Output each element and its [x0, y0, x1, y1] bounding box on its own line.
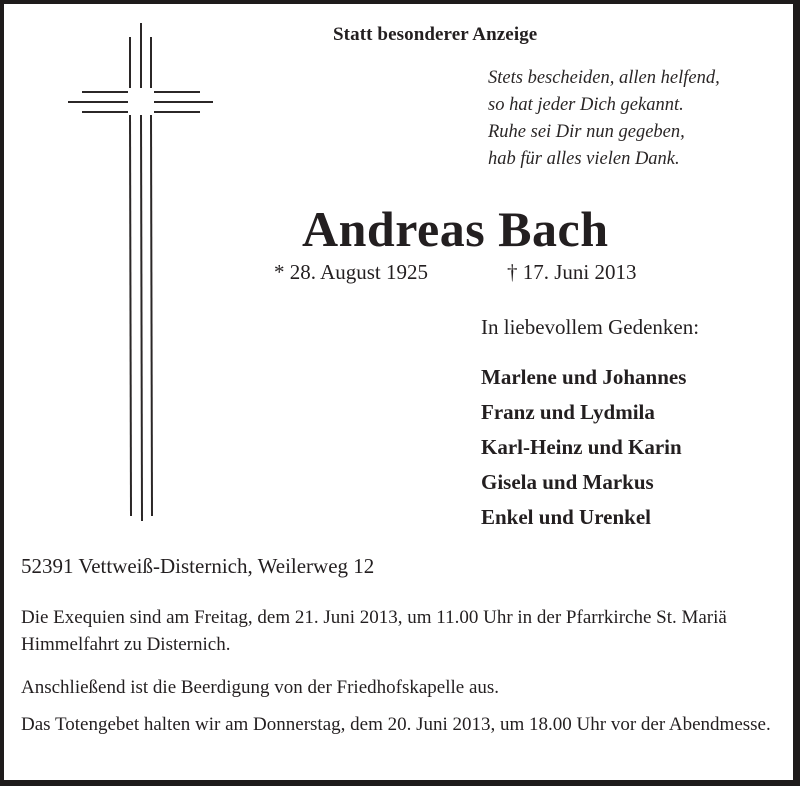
- mourner: Franz und Lydmila: [481, 400, 655, 424]
- funeral-mass-info: Die Exequien sind am Freitag, dem 21. Juni 2013, um 11.00 Uhr in der Pfarrkirche St. Mariä Himmelfahrt zu Disternich.: [21, 607, 727, 655]
- verse-line: Ruhe sei Dir nun gegeben,: [488, 122, 685, 142]
- cross-icon: [4, 4, 234, 534]
- notice-header: Statt besonderer Anzeige: [333, 24, 538, 45]
- mourner: Marlene und Johannes: [481, 365, 687, 389]
- mourners-list: [481, 360, 686, 535]
- address: 52391 Vettweiß-Disternich, Weilerweg 12: [21, 554, 375, 578]
- verse: [488, 65, 720, 173]
- mourner: Enkel und Urenkel: [481, 505, 651, 529]
- burial-info: Anschließend ist die Beerdigung von der Friedhofskapelle aus.: [21, 677, 500, 698]
- deceased-name: Andreas Bach: [302, 201, 609, 257]
- verse-line: so hat jeder Dich gekannt.: [488, 95, 684, 115]
- prayer-info: Das Totengebet halten wir am Donnerstag, dem 20. Juni 2013, um 18.00 Uhr vor der Abendmesse.: [21, 714, 771, 735]
- death-date: † 17. Juni 2013: [507, 260, 637, 284]
- mourner: Karl-Heinz und Karin: [481, 435, 682, 459]
- mourner: Gisela und Markus: [481, 470, 654, 494]
- obituary-notice: [4, 4, 793, 780]
- birth-date: * 28. August 1925: [274, 260, 429, 284]
- verse-line: Stets bescheiden, allen helfend,: [488, 68, 720, 88]
- verse-line: hab für alles vielen Dank.: [488, 149, 680, 169]
- memory-line: In liebevollem Gedenken:: [481, 315, 700, 339]
